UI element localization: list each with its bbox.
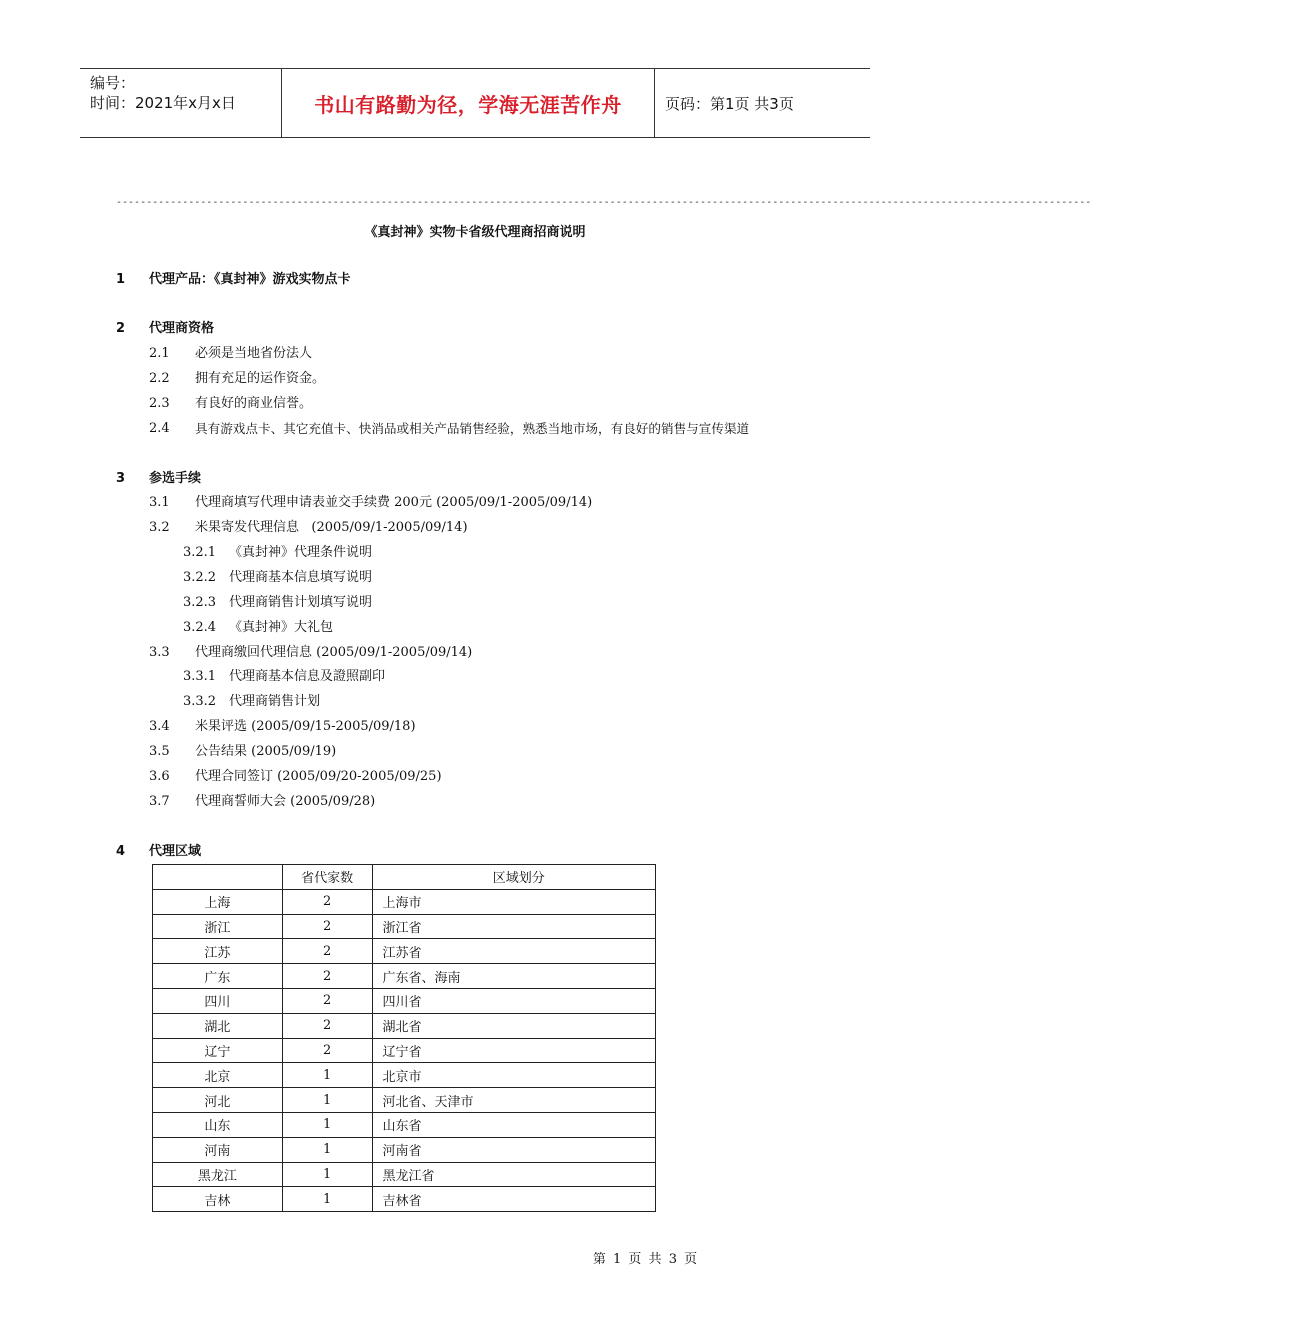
section-number: 4: [116, 844, 126, 859]
count-cell: 2: [282, 1038, 372, 1063]
province-cell: 上海: [153, 889, 283, 914]
item-number: 3.2.1: [183, 545, 217, 560]
count-cell: 1: [282, 1187, 372, 1212]
province-cell: 辽宁: [153, 1038, 283, 1063]
list-item: [0, 743, 950, 761]
count-cell: 2: [282, 1013, 372, 1038]
item-text: 拥有充足的运作资金。: [195, 371, 326, 386]
count-cell: 2: [282, 988, 372, 1013]
section-heading: 参选手续: [149, 471, 202, 486]
section-number: 2: [116, 321, 126, 336]
item-text: 公告结果 (2005/09/19): [195, 744, 337, 759]
item-number: 3.6: [149, 769, 170, 784]
region-cell: 湖北省: [372, 1013, 655, 1038]
item-number: 3.3.2: [183, 694, 217, 709]
separator-line: ------------------------------------------------------------------------------------------------------------------------------------------------------------------: [116, 197, 1092, 208]
list-item: [0, 793, 950, 811]
list-item: [0, 619, 950, 637]
item-text: 必须是当地省份法人: [195, 346, 313, 361]
item-text: 代理商销售计划填写说明: [229, 595, 373, 610]
province-cell: 北京: [153, 1063, 283, 1088]
count-cell: 1: [282, 1162, 372, 1187]
item-text: 《真封神》代理条件说明: [229, 545, 373, 560]
region-cell: 广东省、海南: [372, 964, 655, 989]
province-cell: 浙江: [153, 914, 283, 939]
list-item: [0, 519, 950, 537]
header-motto: 书山有路勤为径，学海无涯苦作舟: [282, 69, 655, 137]
item-text: 代理商销售计划: [229, 694, 321, 709]
item-number: 3.7: [149, 794, 170, 809]
region-cell: 浙江省: [372, 914, 655, 939]
item-text: 米果寄发代理信息 (2005/09/1-2005/09/14): [195, 520, 468, 535]
section-4: [0, 843, 950, 861]
table-row: [153, 1013, 656, 1038]
item-number: 3.1: [149, 495, 170, 510]
province-cell: 吉林: [153, 1187, 283, 1212]
item-text: 代理商缴回代理信息 (2005/09/1-2005/09/14): [195, 645, 473, 660]
item-text: 米果评选 (2005/09/15-2005/09/18): [195, 719, 416, 734]
region-table: [152, 864, 656, 1212]
item-text: 有良好的商业信誉。: [195, 396, 313, 411]
section-heading: 代理商资格: [149, 321, 215, 336]
province-cell: 河北: [153, 1088, 283, 1113]
number-label: 编号：: [90, 74, 136, 92]
time-label: 时间：2021年x月x日: [90, 94, 236, 112]
item-text: 具有游戏点卡、其它充值卡、快消品或相关产品销售经验，熟悉当地市场，有良好的销售与宣传渠道: [195, 421, 750, 436]
list-item: [0, 370, 950, 388]
list-item: [0, 395, 950, 413]
region-cell: 河南省: [372, 1137, 655, 1162]
table-row: [153, 1038, 656, 1063]
document-title: 《真封神》实物卡省级代理商招商说明: [364, 225, 586, 240]
header-meta-cell: [80, 69, 282, 137]
item-number: 2.3: [149, 396, 170, 411]
region-cell: 河北省、天津市: [372, 1088, 655, 1113]
count-cell: 2: [282, 964, 372, 989]
region-cell: 上海市: [372, 889, 655, 914]
item-text: 代理商填写代理申请表並交手续费 200元 (2005/09/1-2005/09/14): [195, 495, 593, 510]
item-text: 代理商基本信息填写说明: [229, 570, 373, 585]
table-row: [153, 914, 656, 939]
list-item: [0, 668, 950, 686]
table-row: [153, 939, 656, 964]
region-cell: 山东省: [372, 1112, 655, 1137]
item-number: 2.4: [149, 421, 170, 436]
section-2: [0, 320, 950, 338]
section-heading: 代理区域: [149, 844, 202, 859]
header-cell-region: 区域划分: [372, 865, 655, 890]
region-cell: 黑龙江省: [372, 1162, 655, 1187]
table-row: [153, 964, 656, 989]
list-item: [0, 644, 950, 662]
list-item: [0, 569, 950, 587]
table-row: [153, 1187, 656, 1212]
table-row: [153, 1137, 656, 1162]
list-item: [0, 494, 950, 512]
section-heading: 代理产品：《真封神》游戏实物点卡: [149, 272, 351, 287]
item-number: 3.2: [149, 520, 170, 535]
list-item: [0, 693, 950, 711]
item-number: 3.5: [149, 744, 170, 759]
table-row: [153, 1112, 656, 1137]
region-cell: 吉林省: [372, 1187, 655, 1212]
count-cell: 1: [282, 1137, 372, 1162]
region-cell: 辽宁省: [372, 1038, 655, 1063]
header-cell-province: [153, 865, 283, 890]
count-cell: 1: [282, 1088, 372, 1113]
item-text: 代理商基本信息及證照副印: [229, 669, 386, 684]
list-item: [0, 594, 950, 612]
header-cell-count: 省代家数: [282, 865, 372, 890]
province-cell: 江苏: [153, 939, 283, 964]
province-cell: 黑龙江: [153, 1162, 283, 1187]
section-number: 3: [116, 471, 126, 486]
item-number: 3.2.3: [183, 595, 217, 610]
item-text: 代理商誓师大会 (2005/09/28): [195, 794, 376, 809]
province-cell: 广东: [153, 964, 283, 989]
table-row: [153, 988, 656, 1013]
table-row: [153, 1088, 656, 1113]
count-cell: 1: [282, 1112, 372, 1137]
page-header: [80, 68, 870, 138]
item-number: 3.2.4: [183, 620, 217, 635]
item-number: 3.4: [149, 719, 170, 734]
province-cell: 山东: [153, 1112, 283, 1137]
item-number: 3.2.2: [183, 570, 217, 585]
list-item: [0, 420, 950, 438]
section-1: [0, 271, 950, 289]
list-item: [0, 544, 950, 562]
province-cell: 河南: [153, 1137, 283, 1162]
table-header-row: [153, 865, 656, 890]
province-cell: 湖北: [153, 1013, 283, 1038]
header-page-label: 页码：第1页 共3页: [665, 94, 794, 113]
table-row: [153, 1162, 656, 1187]
table-row: [153, 1063, 656, 1088]
item-text: 《真封神》大礼包: [229, 620, 334, 635]
item-number: 3.3.1: [183, 669, 217, 684]
list-item: [0, 345, 950, 363]
section-number: 1: [116, 272, 126, 287]
list-item: [0, 768, 950, 786]
section-3: [0, 470, 950, 488]
table-row: [153, 889, 656, 914]
count-cell: 1: [282, 1063, 372, 1088]
count-cell: 2: [282, 939, 372, 964]
region-cell: 北京市: [372, 1063, 655, 1088]
region-cell: 江苏省: [372, 939, 655, 964]
list-item: [0, 718, 950, 736]
count-cell: 2: [282, 889, 372, 914]
item-number: 2.1: [149, 346, 170, 361]
province-cell: 四川: [153, 988, 283, 1013]
item-number: 3.3: [149, 645, 170, 660]
page-footer: 第 1 页 共 3 页: [592, 1252, 698, 1267]
item-number: 2.2: [149, 371, 170, 386]
region-cell: 四川省: [372, 988, 655, 1013]
count-cell: 2: [282, 914, 372, 939]
item-text: 代理合同签订 (2005/09/20-2005/09/25): [195, 769, 442, 784]
